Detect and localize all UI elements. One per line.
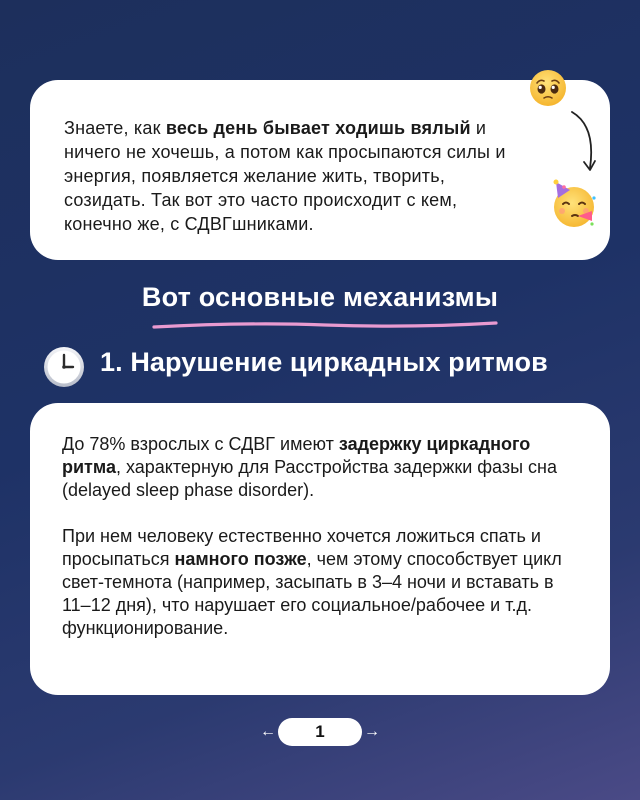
section-title-underline xyxy=(150,318,500,332)
page-number: 1 xyxy=(278,718,362,746)
paragraph-2-bold: намного позже xyxy=(174,549,307,569)
paragraph-1-bold: задержку циркадного ритма xyxy=(62,434,531,477)
section-title: Вот основные механизмы xyxy=(141,282,499,312)
paragraph-2 xyxy=(62,525,580,640)
paragraph-1 xyxy=(62,433,580,502)
clock-icon xyxy=(42,345,86,389)
partying-face-emoji-icon xyxy=(548,178,600,230)
paragraph-1-text: До 78% взрослых с СДВГ имеют xyxy=(62,434,339,454)
prev-arrow-icon[interactable]: ← xyxy=(260,723,276,740)
intro-bold-phrase: весь день бывает ходишь вялый xyxy=(165,118,471,138)
intro-text xyxy=(64,116,520,236)
heading-circadian: 1. Нарушение циркадных ритмов xyxy=(100,347,548,377)
curved-arrow-icon xyxy=(566,108,606,178)
paragraph-2-text: , чем этому способствует цикл свет-темнота (например, засыпать в 3–4 ночи и вставать в 11–12 дня), что нарушает его социальное/рабочее и т.д. функционирование. xyxy=(62,549,562,638)
paragraph-2-text: При нем человеку естественно хочется ложиться спать и просыпаться xyxy=(62,526,541,569)
pleading-face-emoji-icon xyxy=(528,68,568,108)
next-arrow-icon[interactable]: → xyxy=(364,723,380,740)
intro-card xyxy=(30,80,610,260)
main-card xyxy=(30,403,610,695)
paragraph-1-text: , характерную для Расстройства задержки фазы сна (delayed sleep phase disorder). xyxy=(62,457,558,500)
pager xyxy=(258,716,382,748)
intro-text-part: и ничего не хочешь, а потом как просыпаются силы и энергия, появляется желание жить, творить, созидать. Так вот это часто происходит с кем, конечно же, с СДВГшниками. xyxy=(64,118,506,234)
intro-text-part: Знаете, как xyxy=(64,118,166,138)
